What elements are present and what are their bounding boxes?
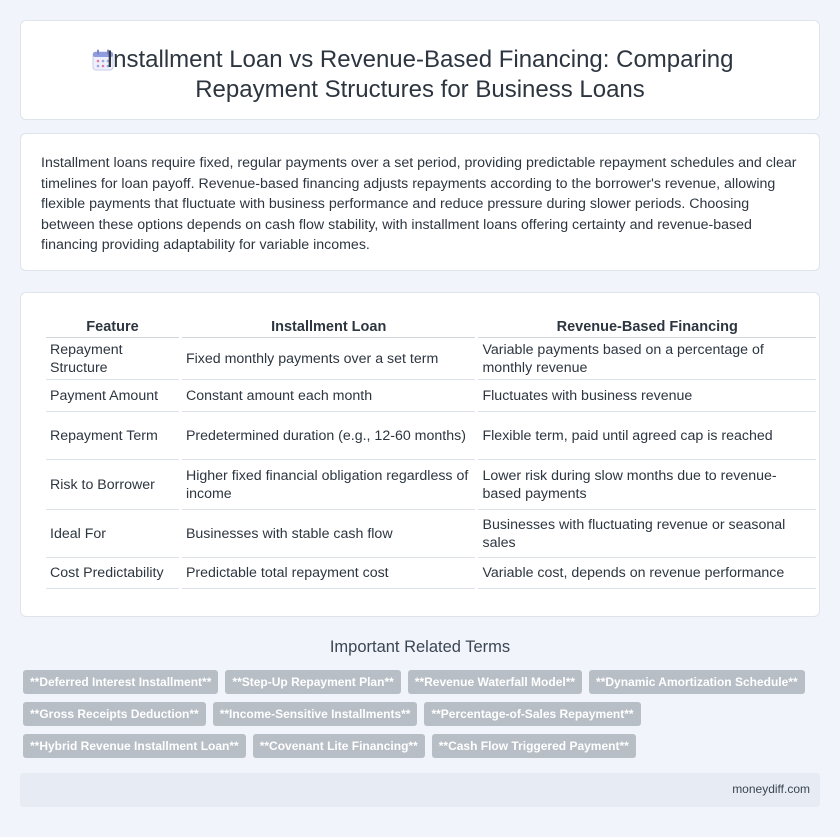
cell-feature: Payment Amount — [46, 380, 179, 412]
cell-feature: Risk to Borrower — [46, 460, 179, 510]
cell-installment: Higher fixed financial obligation regardless of income — [182, 460, 476, 510]
cell-feature: Cost Predictability — [46, 558, 179, 589]
cell-feature: Repayment Structure — [46, 338, 179, 380]
cell-revenue: Variable payments based on a percentage of monthly revenue — [478, 338, 816, 380]
table-row — [46, 338, 816, 380]
header-feature: Feature — [46, 314, 179, 338]
cell-installment: Predetermined duration (e.g., 12-60 months) — [182, 412, 476, 460]
tag-percentage-of-sales-repayment[interactable]: **Percentage-of-Sales Repayment** — [424, 702, 640, 726]
tag-deferred-interest-installment[interactable]: **Deferred Interest Installment** — [23, 670, 218, 694]
page-title-line-2: Repayment Structures for Business Loans — [195, 76, 645, 103]
intro-card — [20, 133, 820, 271]
cell-feature: Ideal For — [46, 510, 179, 558]
tag-cash-flow-triggered-payment[interactable]: **Cash Flow Triggered Payment** — [432, 734, 636, 758]
table-row — [46, 412, 816, 460]
table-row — [46, 558, 816, 589]
tag-row — [23, 670, 813, 694]
table-row — [46, 460, 816, 510]
cell-revenue: Fluctuates with business revenue — [478, 380, 816, 412]
page-title — [21, 45, 819, 105]
footer — [20, 773, 820, 807]
header-card — [20, 20, 820, 120]
table-row — [46, 510, 816, 558]
related-terms-tags — [23, 670, 813, 766]
tag-income-sensitive-installments[interactable]: **Income-Sensitive Installments** — [213, 702, 418, 726]
tag-revenue-waterfall-model[interactable]: **Revenue Waterfall Model** — [408, 670, 582, 694]
cell-installment: Businesses with stable cash flow — [182, 510, 476, 558]
header-installment-loan: Installment Loan — [182, 314, 476, 338]
intro-paragraph: Installment loans require fixed, regular payments over a set period, providing predictable repayment schedules and clear timelines for loan payoff. Revenue-based financing adjusts repayments according to the borrower's revenue, allowing flexible payments that fluctuate with business performance and reduce pressure during slower periods. Choosing between these options depends on cash flow stability, with installment loans offering certainty and revenue-based financing providing adaptability for variable incomes. — [41, 155, 797, 253]
cell-revenue: Businesses with fluctuating revenue or seasonal sales — [478, 510, 816, 558]
page-title-line-1: Installment Loan vs Revenue-Based Financing: Comparing — [106, 46, 734, 73]
tag-row — [23, 702, 813, 726]
comparison-table — [43, 314, 819, 589]
tag-row — [23, 734, 813, 758]
related-terms-title: Important Related Terms — [329, 638, 511, 656]
footer-site-link[interactable]: moneydiff.com — [732, 782, 810, 796]
cell-revenue: Variable cost, depends on revenue performance — [478, 558, 816, 589]
cell-installment: Fixed monthly payments over a set term — [182, 338, 476, 380]
cell-feature: Repayment Term — [46, 412, 179, 460]
cell-revenue: Flexible term, paid until agreed cap is reached — [478, 412, 816, 460]
cell-installment: Predictable total repayment cost — [182, 558, 476, 589]
tag-dynamic-amortization-schedule[interactable]: **Dynamic Amortization Schedule** — [589, 670, 805, 694]
comparison-table-card — [20, 292, 820, 617]
table-header-row — [46, 314, 816, 338]
tag-hybrid-revenue-installment-loan[interactable]: **Hybrid Revenue Installment Loan** — [23, 734, 246, 758]
table-row — [46, 380, 816, 412]
tag-covenant-lite-financing[interactable]: **Covenant Lite Financing** — [253, 734, 425, 758]
tag-gross-receipts-deduction[interactable]: **Gross Receipts Deduction** — [23, 702, 206, 726]
tag-step-up-repayment-plan[interactable]: **Step-Up Repayment Plan** — [225, 670, 400, 694]
cell-installment: Constant amount each month — [182, 380, 476, 412]
header-revenue-based-financing: Revenue-Based Financing — [478, 314, 816, 338]
cell-revenue: Lower risk during slow months due to revenue-based payments — [478, 460, 816, 510]
